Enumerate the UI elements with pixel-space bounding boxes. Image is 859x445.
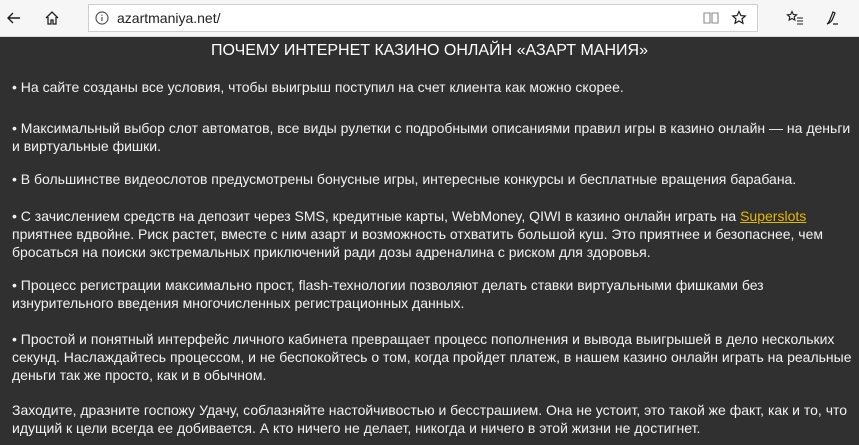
paragraph-text: • С зачислением средств на депозит через SMS, кредитные карты, WebMoney, QIWI в казино онлайн играть на: [12, 208, 741, 224]
address-bar[interactable]: [88, 4, 758, 32]
url-text[interactable]: azartmaniya.net/: [117, 10, 221, 26]
bullet-paragraph: • На сайте созданы все условия, чтобы выигрыш поступил на счет клиента как можно скорее.: [12, 79, 624, 95]
bullet-paragraph: • Процесс регистрации максимально прост, flash-технологии позволяют делать ставки виртуальными фишками без изнурительного введения многочисленных регистрационных данных.: [12, 277, 764, 311]
bullet-paragraph-with-link: [12, 207, 852, 261]
superslots-link[interactable]: Superslots: [740, 208, 807, 224]
back-arrow-icon[interactable]: [0, 4, 28, 32]
bullet-paragraph: • В большинстве видеослотов предусмотрены бонусные игры, интересные конкурсы и бесплатные вращения барабана.: [12, 171, 797, 187]
bullet-paragraph: • Простой и понятный интерфейс личного кабинета превращает процесс пополнения и вывода выигрышей в дело нескольких секунд. Наслаждайтесь процессом, и не беспокойтесь о том, когда пройдет платеж, в нашем казино онлайн играть на реальные деньги так же просто, как и в обычном.: [12, 331, 852, 383]
page-content: [0, 37, 859, 445]
web-note-pen-icon[interactable]: [818, 4, 846, 32]
closing-paragraph: Заходите, дразните госпожу Удачу, соблазняйте настойчивостью и бесстрашием. Она не устоит, это такой же факт, как и то, что идущий к цели всегда ее добивается. А кто ничего не делает, никогда и ничего в этой жизни не достигнет.: [12, 402, 848, 436]
reading-view-icon[interactable]: [703, 10, 719, 31]
page-title: ПОЧЕМУ ИНТЕРНЕТ КАЗИНО ОНЛАЙН «АЗАРТ МАНИЯ»: [211, 42, 648, 59]
bullet-paragraph: • Максимальный выбор слот автоматов, все виды рулетки с подробными описаниями правил игры в казино онлайн — на деньги и виртуальные фишки.: [12, 120, 851, 154]
home-icon[interactable]: [38, 4, 66, 32]
info-icon[interactable]: [95, 11, 109, 30]
browser-toolbar: [0, 0, 859, 37]
paragraph-text: приятнее вдвойне. Риск растет, вместе с ним азарт и возможность отхватить большой куш. Это приятнее и безопаснее, чем бросаться на поиски экстремальных приключений ради дозы адреналина с риском для здоровья.: [12, 226, 824, 260]
favorite-star-icon[interactable]: [731, 10, 747, 31]
favorites-list-icon[interactable]: [781, 4, 809, 32]
